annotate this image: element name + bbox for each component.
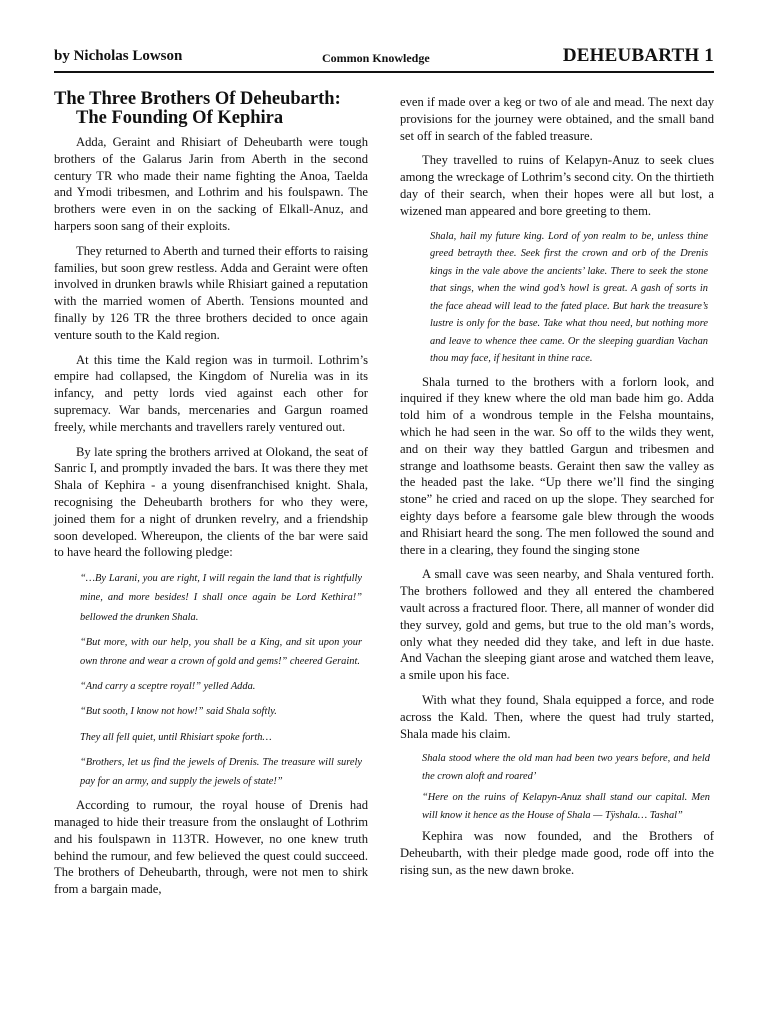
quote: Shala stood where the old man had been two years before, and held the crown aloft and roared’ (422, 753, 710, 782)
right-column (400, 94, 714, 887)
quote: “Here on the ruins of Kelapyn-Anuz shall stand our capital. Men will know it hence as the House of Shala — Tÿshala… Tashal” (422, 792, 710, 821)
quote: “But more, with our help, you shall be a King, and sit upon your own throne and wear a crown of gold and gems!” cheered Geraint. (80, 636, 362, 667)
header-section-title: DEHEUBARTH 1 (562, 45, 714, 66)
quote: “But sooth, I know not how!” said Shala softly. (80, 706, 277, 718)
left-column (54, 90, 368, 906)
pledge-quotes (54, 569, 368, 791)
quote: They all fell quiet, until Rhisiart spoke forth… (80, 731, 272, 743)
paragraph: According to rumour, the royal house of Drenis had managed to hide their treasure from the onslaught of Lothrim and his foulspawn in 113TR. However, no one knew truth behind the rumour, and few believed the quest could succeed. The brothers of Deheubarth, through, were not men to shirk from a bargain made, (54, 798, 368, 897)
prophecy-quote (400, 228, 714, 368)
paragraph: Shala turned to the brothers with a forlorn look, and inquired if they knew where the old man bade him go. Adda told him of a wondrous temple in the Felsha mountains, which he had seen in the war. So off to the wilds they went, and on their way they battled Gargun and tribesmen and strange and loathsome beasts. Geraint then saw the valley as the headed past the lake. “Up there we’ll find the singing stone” he cried and raced on up the slope. They searched for eighty days before a fearsome gale blew through the woods and Rhisiart heard the song. The men followed the sound and there in a clearing, they found the singing stone (400, 374, 714, 557)
paragraph: By late spring the brothers arrived at Olokand, the seat of Sanric I, and promptly invaded the bars. It was there they met Shala of Kephira - a young disenfranchised knight. Shala, recognising the Deheubarth brothers for who they were, joined them for a night of drunken revelry, and a friendship soon developed. Whereupon, the clients of the bar were said to have heard the following pledge: (54, 444, 368, 560)
quote: “Brothers, let us find the jewels of Drenis. The treasure will surely pay for an army, and supply the jewels of state!” (80, 756, 362, 787)
quote: Shala, hail my future king. Lord of yon realm to be, unless thine greed betrayth thee. Seek first the crown and orb of the Drenis kings in the vale above the ancients’ lake. There to seek the stone that sings, when the wind god’s howl is great. A gash of sorts in the face ahead will lead to the fated place. But hark the treasure’s lustre is only for the base. Take what thou need, but nothing more and leave to whence thee came. Or the sleeping guardian Vachan thou may face, if hesitant in thine race. (430, 230, 708, 365)
header-rule (54, 71, 714, 73)
paragraph: They travelled to ruins of Kelapyn-Anuz to seek clues among the wreckage of Lothrim’s second city. On the thirtieth day of their search, when their hopes were all but lost, a wizened man appeared and bore greeting to them. (400, 153, 714, 218)
header-author: by Nicholas Lowson (54, 48, 183, 64)
paragraph: even if made over a keg or two of ale and mead. The next day provisions for the journey were obtained, and the small band set off in search of the fabled treasure. (400, 95, 714, 143)
paragraph: Kephira was now founded, and the Brothers of Deheubarth, with their pledge made good, rode off into the rising sun, as the new dawn broke. (400, 829, 714, 877)
claim-quotes (400, 750, 714, 824)
paragraph: At this time the Kald region was in turmoil. Lothrim’s empire had collapsed, the Kingdom of Nurelia was in its infancy, and petty lords vied against each other for supremacy. War bands, mercenaries and Gargun roamed freely, while merchants and travellers rarely ventured out. (54, 352, 368, 434)
title-line-2: The Founding Of Kephira (76, 108, 284, 128)
page-header (54, 47, 714, 69)
article-title (54, 90, 368, 128)
paragraph: A small cave was seen nearby, and Shala ventured forth. The brothers followed and they all entered the chambered vault across a fractured floor. There, all manner of wonder did they survey, gold and gems, but true to the old man’s words, only what they needed did they take, and left in due haste. And Vachan the sleeping giant arose and watched them leave, a smile upon his face. (400, 567, 714, 683)
title-line-1: The Three Brothers Of Deheubarth: (54, 89, 341, 109)
paragraph: They returned to Aberth and turned their efforts to raising families, but soon grew restless. Adda and Geraint were often involved in drunken brawls while Rhisiart gained a reputation with the married women of Aberth. Tensions mounted and finally by 126 TR the three brothers decided to once again venture south to the Kald region. (54, 243, 368, 342)
header-publication: Common Knowledge (322, 51, 430, 65)
paragraph: Adda, Geraint and Rhisiart of Deheubarth were tough brothers of the Galarus Jarin from Aberth in the second century TR who made their name fighting the Anoa, Taelda and Ymodi tribesmen, and Lothrim and his foulspawn. The brothers were even in on the sacking of Elkall-Anuz, and harpers soon sang of their exploits. (54, 135, 368, 233)
paragraph: With what they found, Shala equipped a force, and rode across the Kald. Then, where the quest had truly started, Shala made his claim. (400, 692, 714, 741)
quote: “And carry a sceptre royal!” yelled Adda. (80, 681, 256, 693)
quote: “…By Larani, you are right, I will regain the land that is rightfully mine, and more besides! I shall once again be Lord Kethira!” bellowed the drunken Shala. (80, 573, 362, 623)
